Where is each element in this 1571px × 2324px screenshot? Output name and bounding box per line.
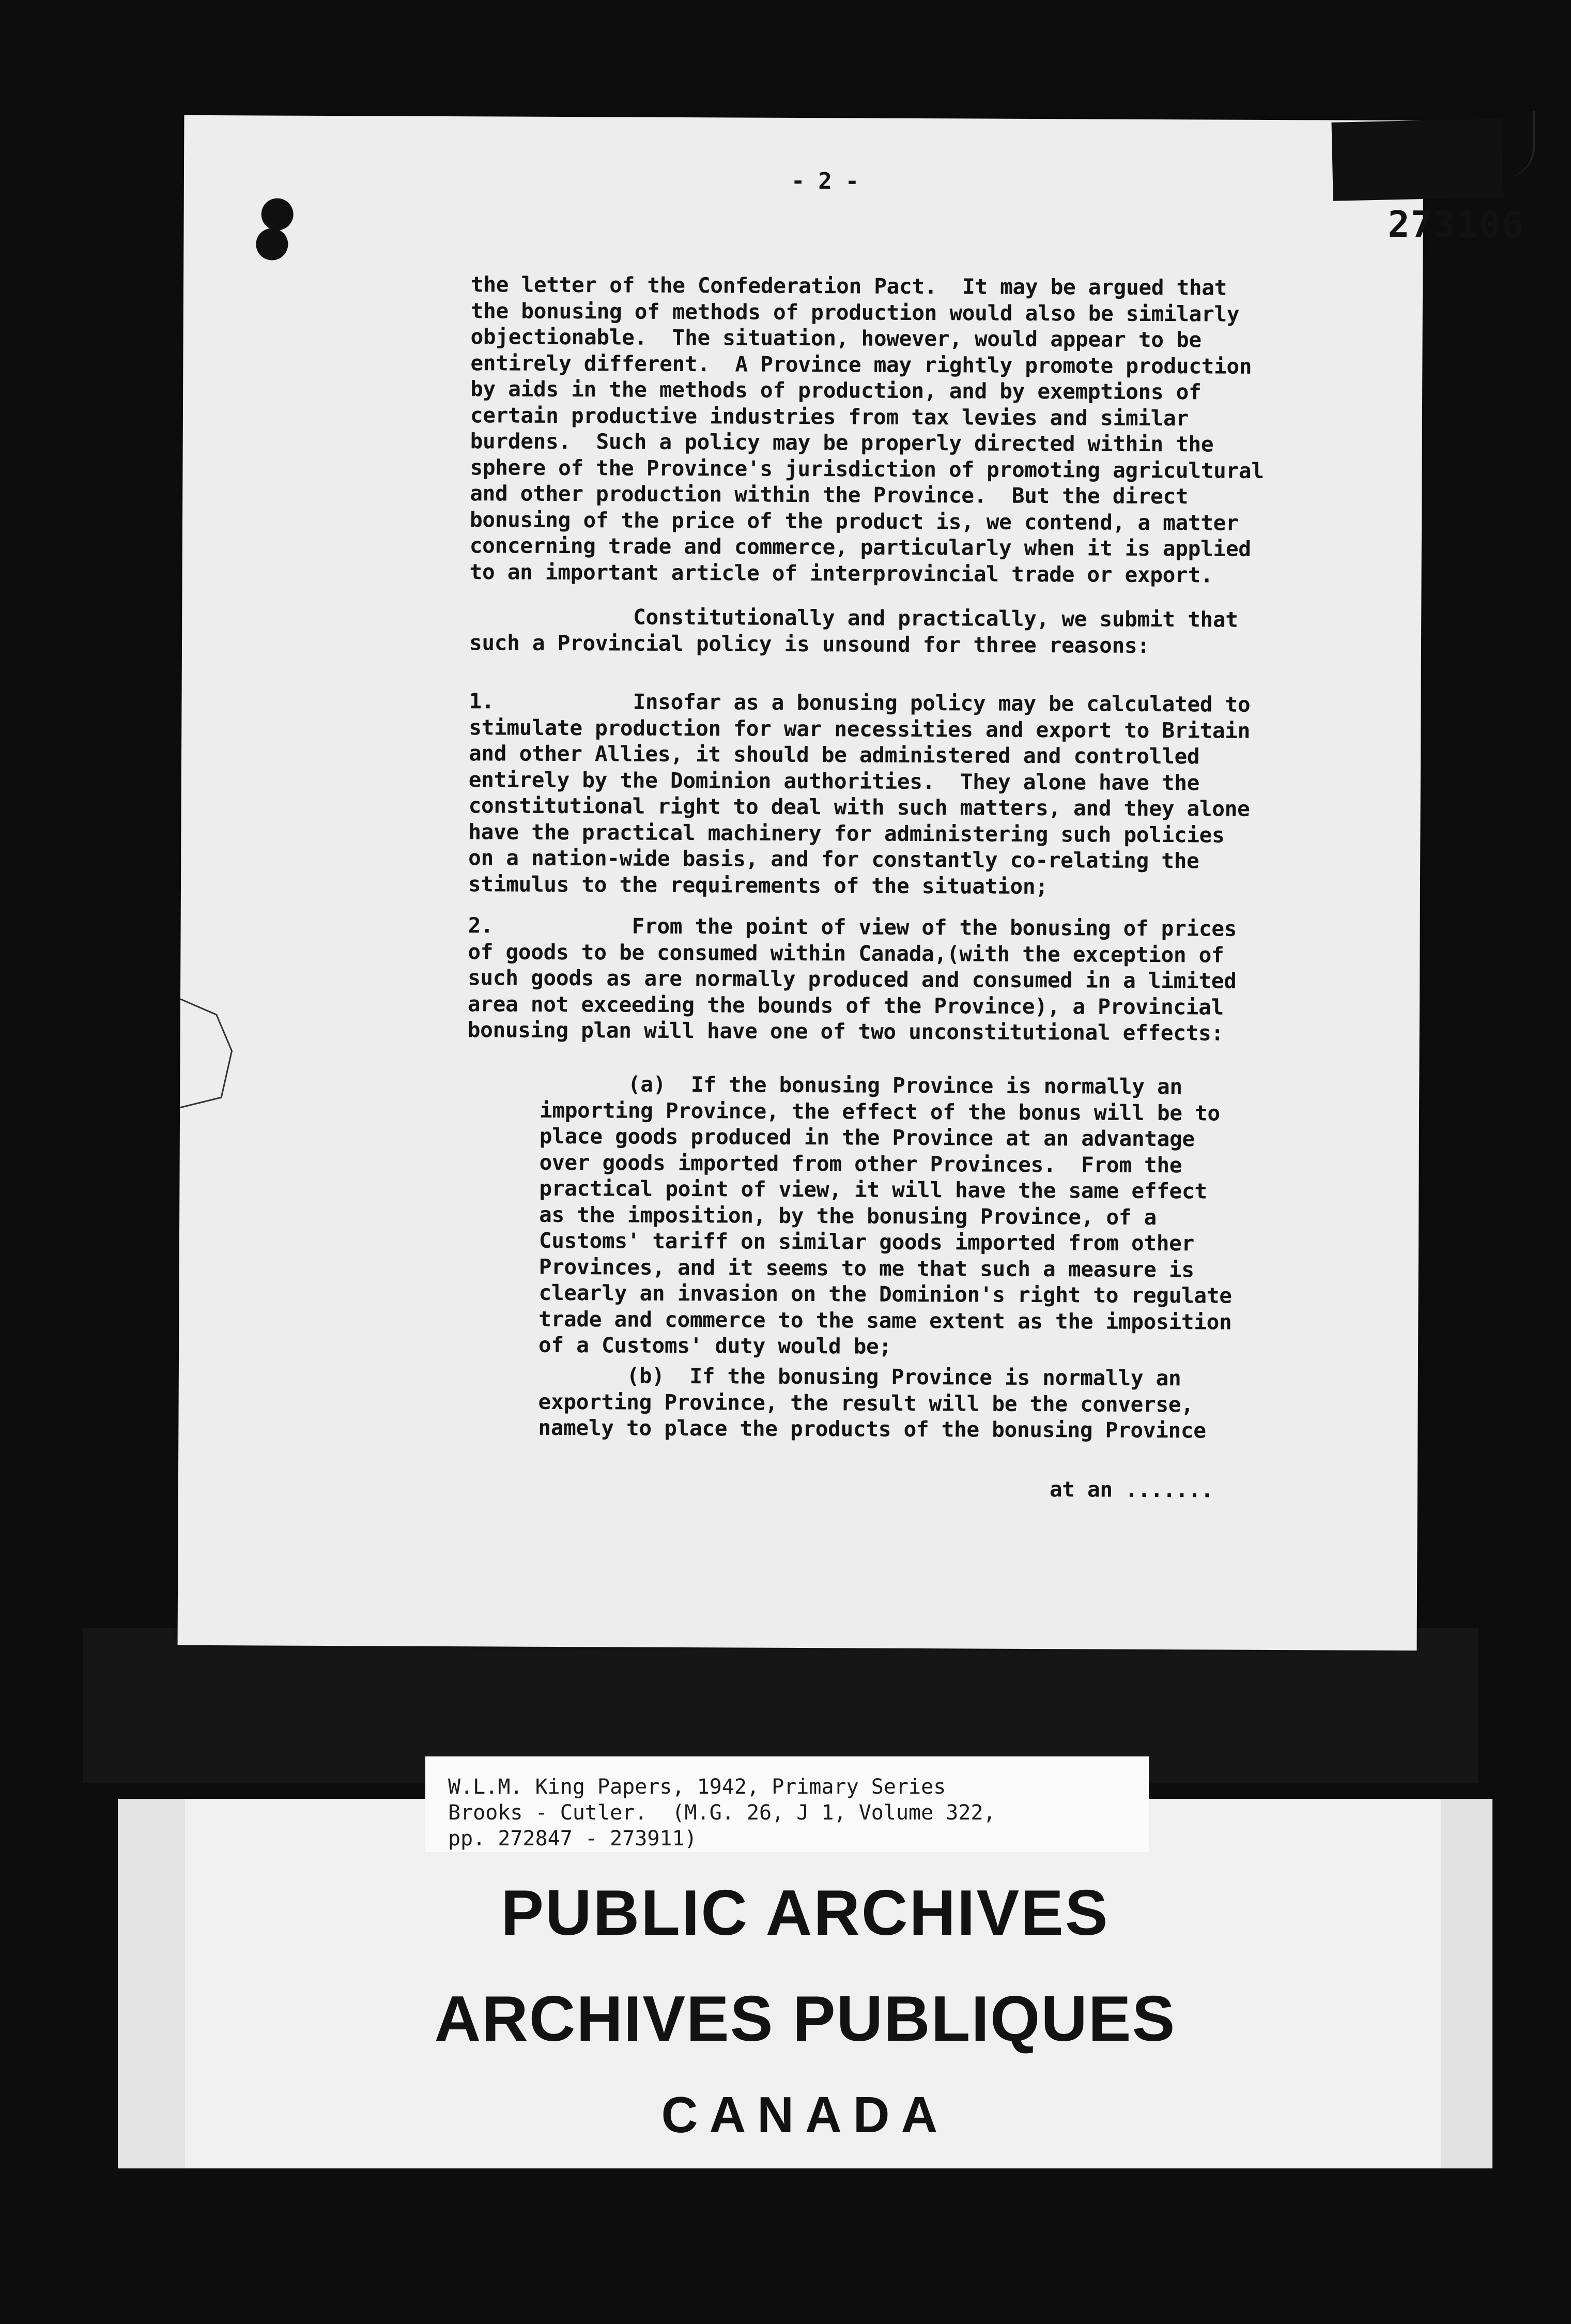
- paper-edge-mark: [180, 994, 237, 1113]
- punch-hole-top: [261, 198, 293, 230]
- reference-label: [425, 1756, 1149, 1852]
- stamp-line-french: ARCHIVES PUBLIQUES: [434, 1983, 1176, 2055]
- stamp-line-english: PUBLIC ARCHIVES: [501, 1877, 1110, 1949]
- sub-item: (a) If the bonusing Province is normally an importing Province, the effect of the bonus will be to place goods produced in the Province at an advantage over goods imported from other Provinces. From the practical point of view, it will have the same effect as the imposition, by the bonusing Province, of a Customs' tariff on similar goods imported from other Provinces, and it seems to me that such a measure is clearly an invasion on the Dominion's right to regulate trade and commerce to the same extent as the imposition of a Customs' duty would be;: [538, 1071, 1232, 1359]
- redaction-block: [1331, 119, 1503, 201]
- reference-label-text: W.L.M. King Papers, 1942, Primary Series Brooks - Cutler. (M.G. 26, J 1, Volume 322, pp. 272847 - 273911): [448, 1775, 996, 1851]
- sub-item: (b) If the bonusing Province is normally an exporting Province, the result will be the converse, namely to place the products of the bonusing Province: [538, 1363, 1206, 1443]
- body-paragraph: the letter of the Confederation Pact. It may be argued that the bonusing of methods of production would also be similarly objectionable. The situation, however, would appear to be entirely different. A Province may rightly promote production by aids in the methods of production, and by exemptions of certain productive industries from tax levies and similar burdens. Such a policy may be properly directed within the sphere of the Province's jurisdiction of promoting agricultural and other production within the Province. But the direct bonusing of the price of the product is, we contend, a matter concerning trade and commerce, particularly when it is applied to an important article of interprovincial trade or export.: [469, 272, 1264, 587]
- continuation-line: at an .......: [1049, 1477, 1213, 1503]
- stamp-line-country: CANADA: [661, 2086, 949, 2143]
- numbered-item: 1. Insofar as a bonusing policy may be calculated to stimulate production for war necessities and export to Britain and other Allies, it should be administered and controlled entirely by the Dominion authorities. They alone have the constitutional right to deal with such matters, and they alone have the practical machinery for administering such policies on a nation-wide basis, and for constantly co-relating the stimulus to the requirements of the situation;: [468, 689, 1251, 899]
- page-number: - 2 -: [791, 167, 859, 195]
- document-number: 273106: [1388, 203, 1525, 247]
- typed-document-page: [178, 115, 1525, 1650]
- body-paragraph: Constitutionally and practically, we submit that such a Provincial policy is unsound for three reasons:: [469, 604, 1238, 658]
- punch-hole-bottom: [256, 228, 288, 260]
- numbered-item: 2. From the point of view of the bonusing of prices of goods to be consumed within Canada,(with the exception of such goods as are normally produced and consumed in a limited area not exceeding the bounds of the Province), a Provincial bonusing plan will have one of two unconstitutional effects:: [467, 913, 1237, 1046]
- archive-stamp-card: [118, 1799, 1492, 2168]
